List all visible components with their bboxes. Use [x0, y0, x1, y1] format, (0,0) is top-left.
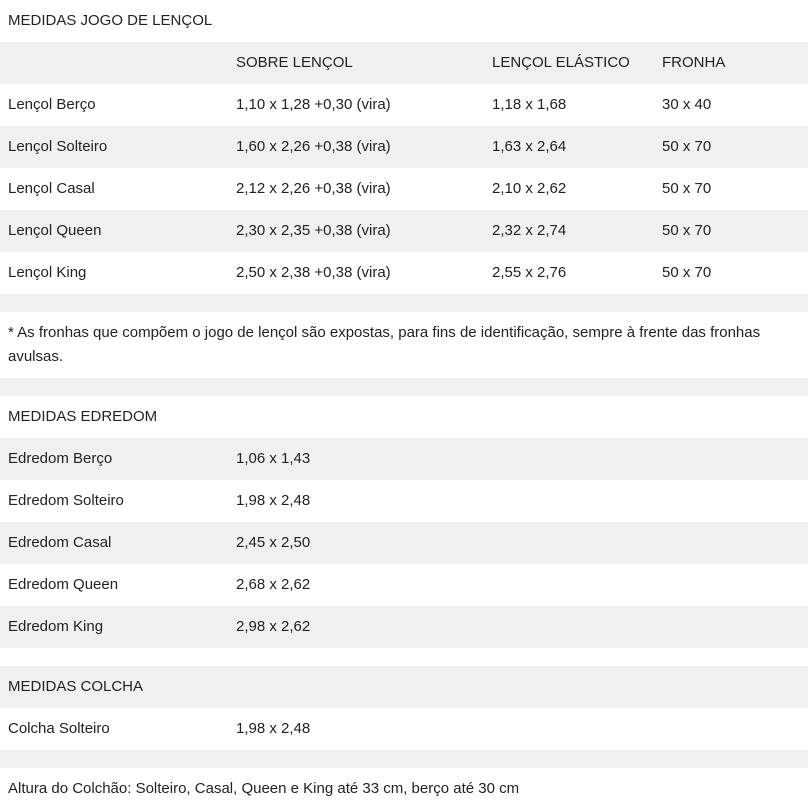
row-label: Edredom Queen: [8, 576, 119, 593]
sobre-lencol-value: 2,12 x 2,26 +0,38 (vira): [236, 180, 391, 197]
lencol-section-title: MEDIDAS JOGO DE LENÇOL: [8, 12, 213, 29]
table-row: [0, 126, 808, 168]
fronha-value: 30 x 40: [662, 96, 712, 113]
row-label: Colcha Solteiro: [8, 720, 110, 737]
colcha-value: 1,98 x 2,48: [236, 720, 311, 737]
header-fronha: FRONHA: [662, 54, 726, 71]
edredom-value: 2,45 x 2,50: [236, 534, 311, 551]
edredom-section-title: MEDIDAS EDREDOM: [8, 408, 158, 425]
sobre-lencol-value: 1,10 x 1,28 +0,30 (vira): [236, 96, 391, 113]
header-sobre-lencol: SOBRE LENÇOL: [236, 54, 353, 71]
section-divider: [0, 750, 808, 768]
fronha-value: 50 x 70: [662, 180, 712, 197]
lencol-elastico-value: 1,63 x 2,64: [492, 138, 567, 155]
table-row: [0, 480, 808, 522]
row-label: Lençol Berço: [8, 96, 96, 113]
edredom-title-row: [0, 396, 808, 438]
fronha-value: 50 x 70: [662, 222, 712, 239]
lencol-header-row: [0, 42, 808, 84]
colcha-title-row: [0, 666, 808, 708]
section-divider: [0, 648, 808, 666]
row-label: Edredom Solteiro: [8, 492, 124, 509]
row-label: Lençol Queen: [8, 222, 102, 239]
table-row: [0, 168, 808, 210]
fronha-value: 50 x 70: [662, 264, 712, 281]
edredom-value: 1,98 x 2,48: [236, 492, 311, 509]
lencol-elastico-value: 1,18 x 1,68: [492, 96, 567, 113]
table-row: [0, 84, 808, 126]
row-label: Edredom Casal: [8, 534, 112, 551]
table-row: [0, 252, 808, 294]
table-row: [0, 606, 808, 648]
header-lencol-elastico: LENÇOL ELÁSTICO: [492, 54, 630, 71]
row-label: Lençol Casal: [8, 180, 95, 197]
table-row: [0, 210, 808, 252]
lencol-note-row: [0, 312, 808, 378]
sobre-lencol-value: 2,50 x 2,38 +0,38 (vira): [236, 264, 391, 281]
fronha-note: * As fronhas que compõem o jogo de lençol são expostas, para fins de identificação, sempre à frente das fronhas avulsas.: [8, 324, 761, 365]
row-label: Edredom King: [8, 618, 104, 635]
section-divider: [0, 378, 808, 396]
edredom-value: 1,06 x 1,43: [236, 450, 311, 467]
lencol-elastico-value: 2,55 x 2,76: [492, 264, 567, 281]
table-row: [0, 522, 808, 564]
edredom-value: 2,68 x 2,62: [236, 576, 311, 593]
row-label: Lençol Solteiro: [8, 138, 108, 155]
lencol-elastico-value: 2,32 x 2,74: [492, 222, 567, 239]
table-row: [0, 438, 808, 480]
row-label: Lençol King: [8, 264, 87, 281]
row-label: Edredom Berço: [8, 450, 113, 467]
lencol-title-row: [0, 0, 808, 42]
fronha-value: 50 x 70: [662, 138, 712, 155]
edredom-value: 2,98 x 2,62: [236, 618, 311, 635]
lencol-elastico-value: 2,10 x 2,62: [492, 180, 567, 197]
section-divider: [0, 294, 808, 312]
sobre-lencol-value: 2,30 x 2,35 +0,38 (vira): [236, 222, 391, 239]
mattress-height-note: Altura do Colchão: Solteiro, Casal, Queen e King até 33 cm, berço até 30 cm: [8, 780, 520, 797]
table-row: [0, 564, 808, 606]
table-row: [0, 708, 808, 750]
colcha-section-title: MEDIDAS COLCHA: [8, 678, 144, 695]
sobre-lencol-value: 1,60 x 2,26 +0,38 (vira): [236, 138, 391, 155]
footer-row: [0, 768, 808, 810]
